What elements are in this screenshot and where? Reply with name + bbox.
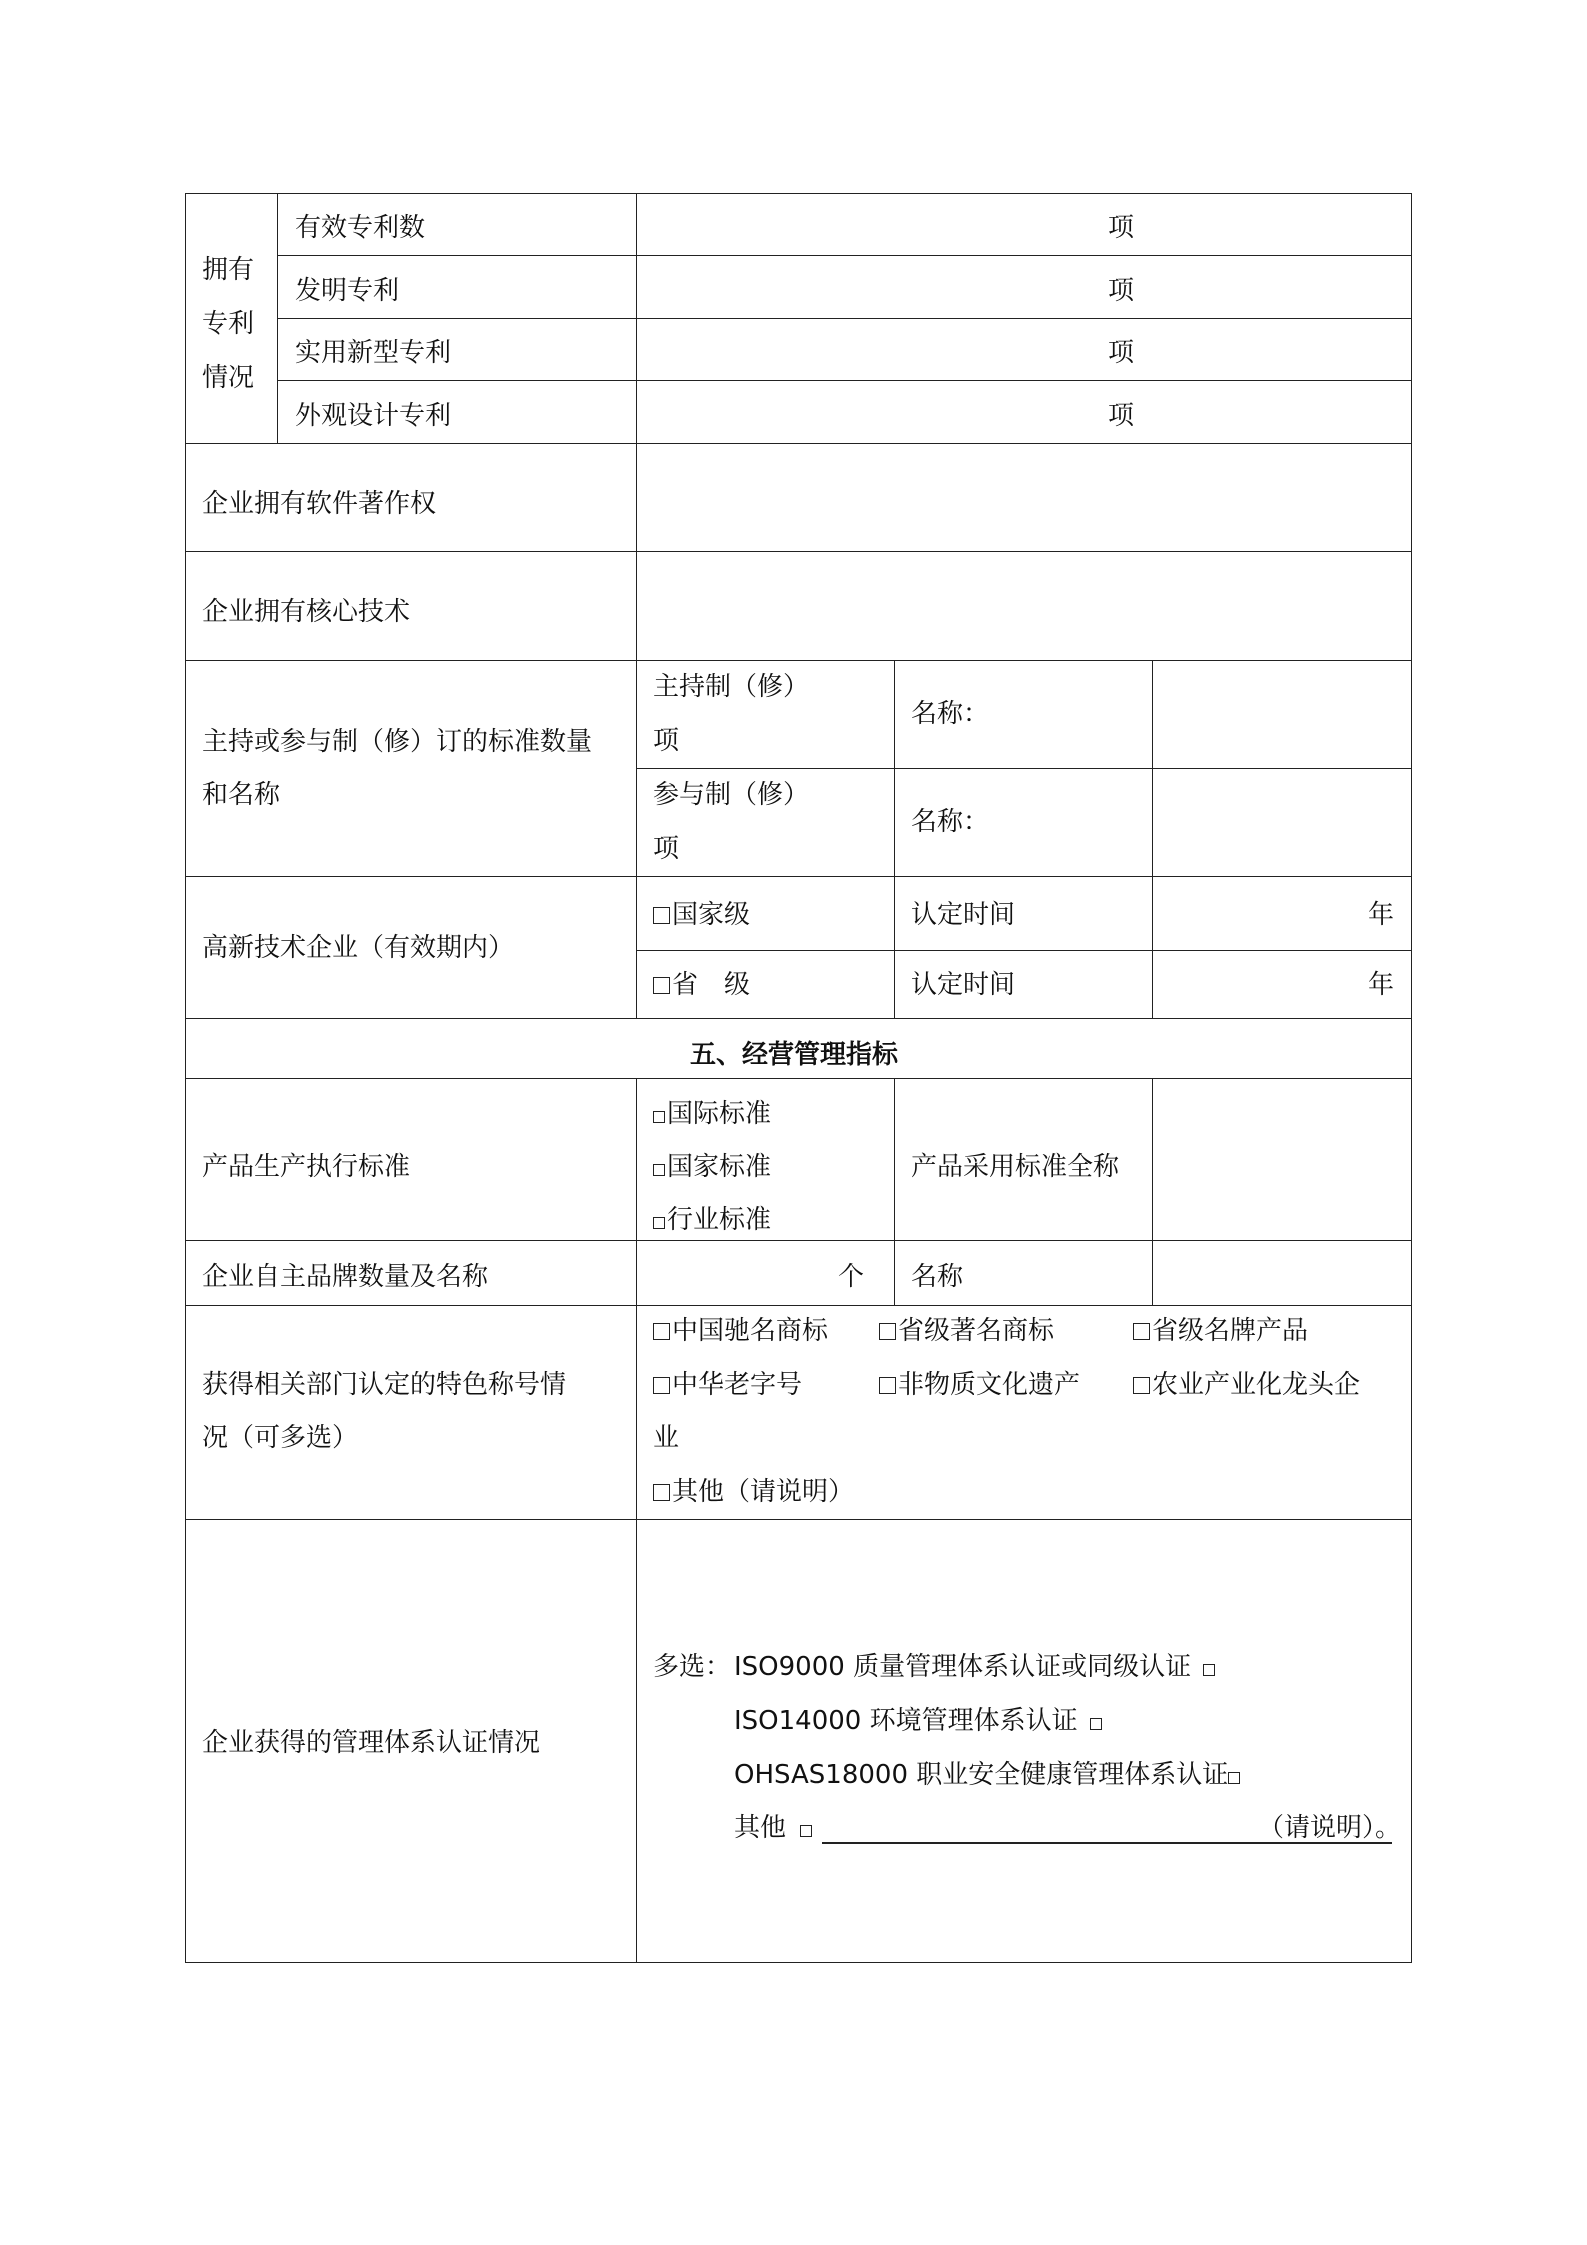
option-label: 省级著名商标 <box>898 1316 1055 1346</box>
standard-option[interactable] <box>653 1205 771 1235</box>
provincial-checkbox-option[interactable] <box>653 970 750 1000</box>
brands-name-label: 名称 <box>911 1262 964 1292</box>
checkbox[interactable] <box>653 1323 670 1340</box>
checkbox[interactable] <box>653 1484 670 1501</box>
title-option[interactable] <box>1133 1370 1360 1400</box>
checkbox[interactable] <box>653 1377 670 1394</box>
divider <box>277 318 1412 319</box>
brands-unit: 个 <box>838 1262 865 1292</box>
cert-other-suffix: （请说明）。 <box>1258 1813 1402 1843</box>
option-label: 其他（请说明） <box>672 1477 855 1507</box>
divider <box>185 1519 1412 1520</box>
national-checkbox-option[interactable] <box>653 900 750 930</box>
patent-row-unit: 项 <box>1108 338 1135 368</box>
table-border-bottom <box>185 1962 1412 1963</box>
host-standard-count: 项 <box>653 726 680 756</box>
option-label: ISO9000 质量管理体系认证或同级认证 <box>734 1652 1192 1682</box>
participate-standard-label: 参与制（修） <box>653 780 810 810</box>
divider <box>894 1078 895 1305</box>
title-option[interactable] <box>653 1370 802 1400</box>
production-standard-label: 产品生产执行标准 <box>202 1152 411 1182</box>
patent-row-label: 有效专利数 <box>295 213 426 243</box>
checkbox[interactable] <box>1133 1323 1150 1340</box>
core-tech-label: 企业拥有核心技术 <box>202 597 411 627</box>
title-option[interactable] <box>879 1370 1080 1400</box>
section-title: 五、经营管理指标 <box>690 1040 899 1070</box>
checkbox[interactable] <box>879 1323 896 1340</box>
divider <box>636 1078 637 1963</box>
standard-full-name-label: 产品采用标准全称 <box>911 1152 1120 1182</box>
cert-time-label: 认定时间 <box>911 970 1016 1000</box>
checkbox[interactable] <box>653 907 670 924</box>
divider <box>185 551 1412 552</box>
cert-option[interactable] <box>734 1652 1217 1682</box>
patent-row-label: 发明专利 <box>295 276 400 306</box>
divider <box>185 1305 1412 1306</box>
option-label: 行业标准 <box>667 1205 772 1235</box>
checkbox[interactable] <box>653 1217 665 1229</box>
brands-label: 企业自主品牌数量及名称 <box>202 1262 489 1292</box>
standard-option[interactable] <box>653 1099 771 1129</box>
title-option[interactable] <box>653 1316 828 1346</box>
option-label: 其他 <box>734 1813 787 1843</box>
option-label: 国家级 <box>672 900 751 930</box>
divider <box>1152 660 1153 1018</box>
option-label: 农业产业化龙头企 <box>1152 1370 1361 1400</box>
title-option-other[interactable] <box>653 1477 854 1507</box>
cert-option[interactable] <box>734 1760 1242 1790</box>
patent-row-label: 外观设计专利 <box>295 401 452 431</box>
management-label: 企业获得的管理体系认证情况 <box>202 1728 541 1758</box>
table-border-top <box>185 193 1412 194</box>
titles-label: 获得相关部门认定的特色称号情 <box>202 1370 567 1400</box>
patent-row-unit: 项 <box>1108 276 1135 306</box>
titles-label: 况（可多选） <box>202 1423 359 1453</box>
checkbox[interactable] <box>653 1164 665 1176</box>
checkbox[interactable] <box>800 1825 812 1837</box>
option-label: 国际标准 <box>667 1099 772 1129</box>
option-label: 中华老字号 <box>672 1370 803 1400</box>
option-label: ISO14000 环境管理体系认证 <box>734 1706 1078 1736</box>
patent-group-label: 拥有 <box>202 255 255 285</box>
divider <box>894 660 895 1018</box>
title-option[interactable] <box>1133 1316 1308 1346</box>
option-label: 省级名牌产品 <box>1152 1316 1309 1346</box>
divider <box>185 443 1412 444</box>
checkbox[interactable] <box>1228 1772 1240 1784</box>
option-label: 非物质文化遗产 <box>898 1370 1081 1400</box>
divider <box>185 1078 1412 1079</box>
high-tech-label: 高新技术企业（有效期内） <box>202 933 515 963</box>
divider <box>636 768 1412 769</box>
patent-row-unit: 项 <box>1108 401 1135 431</box>
divider <box>277 255 1412 256</box>
checkbox[interactable] <box>1090 1718 1102 1730</box>
year-label: 年 <box>1368 900 1395 930</box>
patent-group-label: 专利 <box>202 309 255 339</box>
software-copyright-label: 企业拥有软件著作权 <box>202 489 437 519</box>
divider <box>277 380 1412 381</box>
divider <box>1152 1078 1153 1305</box>
standards-label: 主持或参与制（修）订的标准数量 <box>202 727 593 757</box>
patent-group-label: 情况 <box>202 363 255 393</box>
checkbox[interactable] <box>879 1377 896 1394</box>
divider <box>185 660 1412 661</box>
multi-select-prefix: 多选： <box>653 1652 732 1682</box>
standard-option[interactable] <box>653 1152 771 1182</box>
cert-option[interactable] <box>734 1706 1104 1736</box>
checkbox[interactable] <box>1203 1664 1215 1676</box>
checkbox[interactable] <box>1133 1377 1150 1394</box>
host-standard-label: 主持制（修） <box>653 672 810 702</box>
divider <box>185 1018 1412 1019</box>
divider <box>185 876 1412 877</box>
cert-option-other[interactable] <box>734 1813 814 1843</box>
checkbox[interactable] <box>653 1111 665 1123</box>
patent-row-label: 实用新型专利 <box>295 338 452 368</box>
participate-standard-count: 项 <box>653 834 680 864</box>
host-name-label: 名称： <box>911 699 990 729</box>
year-label: 年 <box>1368 970 1395 1000</box>
divider <box>185 1240 1412 1241</box>
participate-name-label: 名称： <box>911 807 990 837</box>
cert-time-label: 认定时间 <box>911 900 1016 930</box>
title-option-wrap: 业 <box>653 1423 680 1453</box>
patent-row-unit: 项 <box>1108 213 1135 243</box>
option-label: OHSAS18000 职业安全健康管理体系认证 <box>734 1760 1229 1790</box>
title-option[interactable] <box>879 1316 1054 1346</box>
divider <box>636 193 637 1018</box>
option-label: 国家标准 <box>667 1152 772 1182</box>
divider <box>636 950 1412 951</box>
standards-label: 和名称 <box>202 780 281 810</box>
checkbox[interactable] <box>653 977 670 994</box>
option-label: 省 级 <box>672 970 751 1000</box>
option-label: 中国驰名商标 <box>672 1316 829 1346</box>
